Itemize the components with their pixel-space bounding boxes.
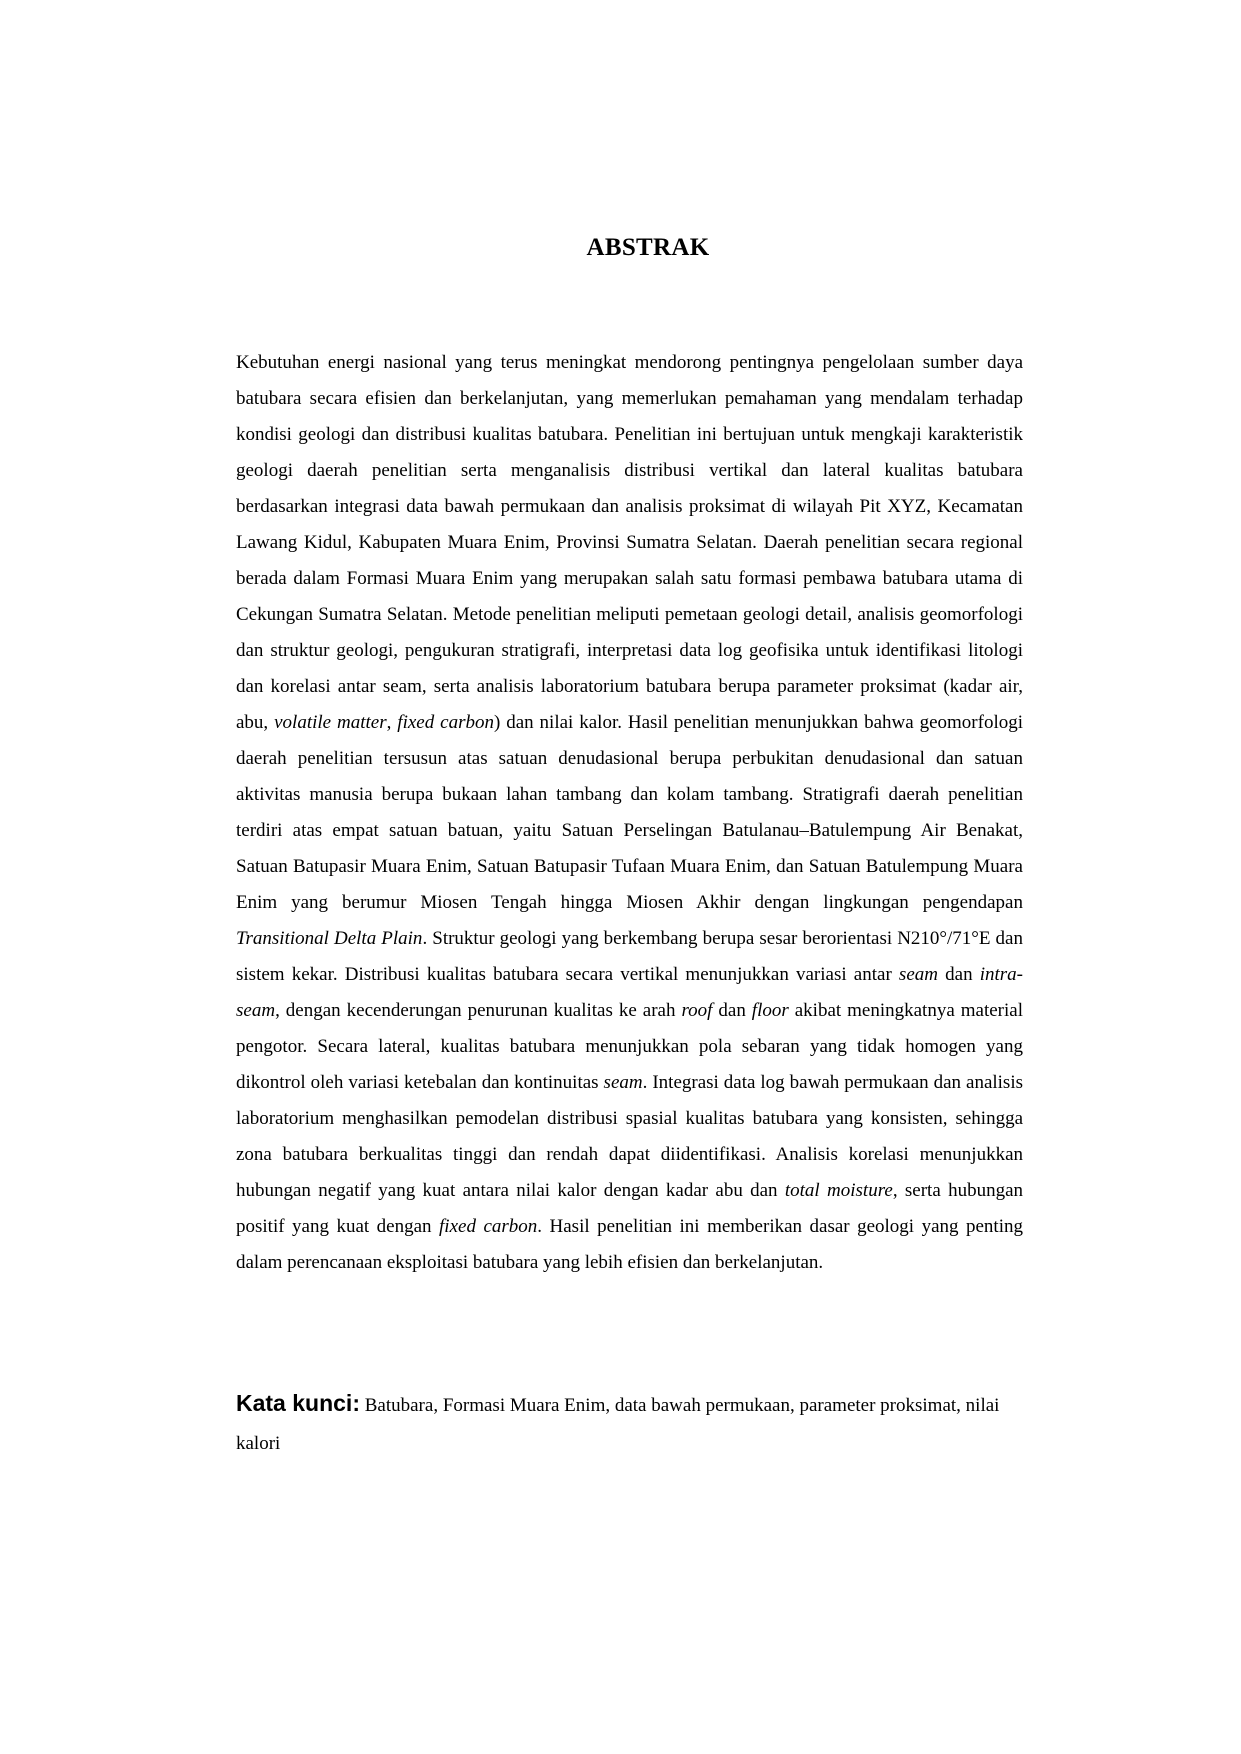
keywords-text: Batubara, Formasi Muara Enim, data bawah permukaan, parameter proksimat, nilai kalori (236, 1395, 1000, 1454)
abstract-term: seam (898, 964, 938, 985)
abstract-term: floor (751, 1000, 789, 1021)
abstract-term: fixed carbon (397, 712, 494, 733)
abstract-term: Transitional Delta Plain (236, 928, 423, 949)
page-title: ABSTRAK (586, 234, 710, 261)
abstract-term: volatile matter (274, 712, 387, 733)
abstract-text: akibat meningkatnya material pengotor. Secara lateral, kualitas batubara menunjukkan pola sebaran yang tidak homogen yang dikontrol oleh variasi ketebalan dan kontinuitas (236, 1000, 1023, 1093)
abstract-term: seam (603, 1072, 643, 1093)
abstract-text: . Hasil penelitian ini memberikan dasar geologi yang penting dalam perencanaan eksploitasi batubara yang lebih efisien dan berkelanjutan. (236, 1216, 1023, 1273)
abstract-term: total moisture (784, 1180, 893, 1201)
abstract-text: Kebutuhan energi nasional yang terus meningkat mendorong pentingnya pengelolaan sumber daya batubara secara efisien dan berkelanjutan, yang memerlukan pemahaman yang mendalam terhadap kondisi geologi dan distribusi kualitas batubara. Penelitian ini bertujuan untuk mengkaji karakteristik geologi daerah penelitian serta menganalisis distribusi vertikal dan lateral kualitas batubara berdasarkan integrasi data bawah permukaan dan analisis proksimat di wilayah Pit XYZ, Kecamatan Lawang Kidul, Kabupaten Muara Enim, Provinsi Sumatra Selatan. Daerah penelitian secara regional berada dalam Formasi Muara Enim yang merupakan salah satu formasi pembawa batubara utama di Cekungan Sumatra Selatan. Metode penelitian meliputi pemetaan geologi detail, analisis geomorfologi dan struktur geologi, pengukuran stratigrafi, interpretasi data log geofisika untuk identifikasi litologi dan korelasi antar seam, serta analisis laboratorium batubara berupa parameter proksimat (kadar air, abu, (236, 352, 1023, 733)
abstract-term: roof (681, 1000, 713, 1021)
abstract-text: , (386, 712, 398, 733)
abstract-text: , serta hubungan positif yang kuat dengan (236, 1180, 1023, 1237)
abstract-term: intra-seam (236, 964, 1023, 1021)
abstract-text: , dengan kecenderungan penurunan kualitas ke arah (275, 1000, 682, 1021)
keywords-label: Kata kunci: (236, 1390, 360, 1416)
abstract-text: ) dan nilai kalor. Hasil penelitian menunjukkan bahwa geomorfologi daerah penelitian tersusun atas satuan denudasional berupa perbukitan denudasional dan satuan aktivitas manusia berupa bukaan lahan tambang dan kolam tambang. Stratigrafi daerah penelitian terdiri atas empat satuan batuan, yaitu Satuan Perselingan Batulanau–Batulempung Air Benakat, Satuan Batupasir Muara Enim, Satuan Batupasir Tufaan Muara Enim, dan Satuan Batulempung Muara Enim yang berumur Miosen Tengah hingga Miosen Akhir dengan lingkungan pengendapan (236, 712, 1024, 913)
abstract-term: fixed carbon (439, 1216, 538, 1237)
keywords-line (236, 1384, 1023, 1463)
abstract-text: . Struktur geologi yang berkembang berupa sesar berorientasi N210°/71°E dan sistem kekar. Distribusi kualitas batubara secara vertikal menunjukkan variasi antar (236, 928, 1023, 985)
abstract-text: dan (712, 1000, 752, 1021)
abstract-text: dan (937, 964, 980, 985)
abstract-paragraph (236, 345, 1023, 1281)
abstract-text: . Integrasi data log bawah permukaan dan analisis laboratorium menghasilkan pemodelan distribusi spasial kualitas batubara yang konsisten, sehingga zona batubara berkualitas tinggi dan rendah dapat diidentifikasi. Analisis korelasi menunjukkan hubungan negatif yang kuat antara nilai kalor dengan kadar abu dan (236, 1072, 1024, 1201)
